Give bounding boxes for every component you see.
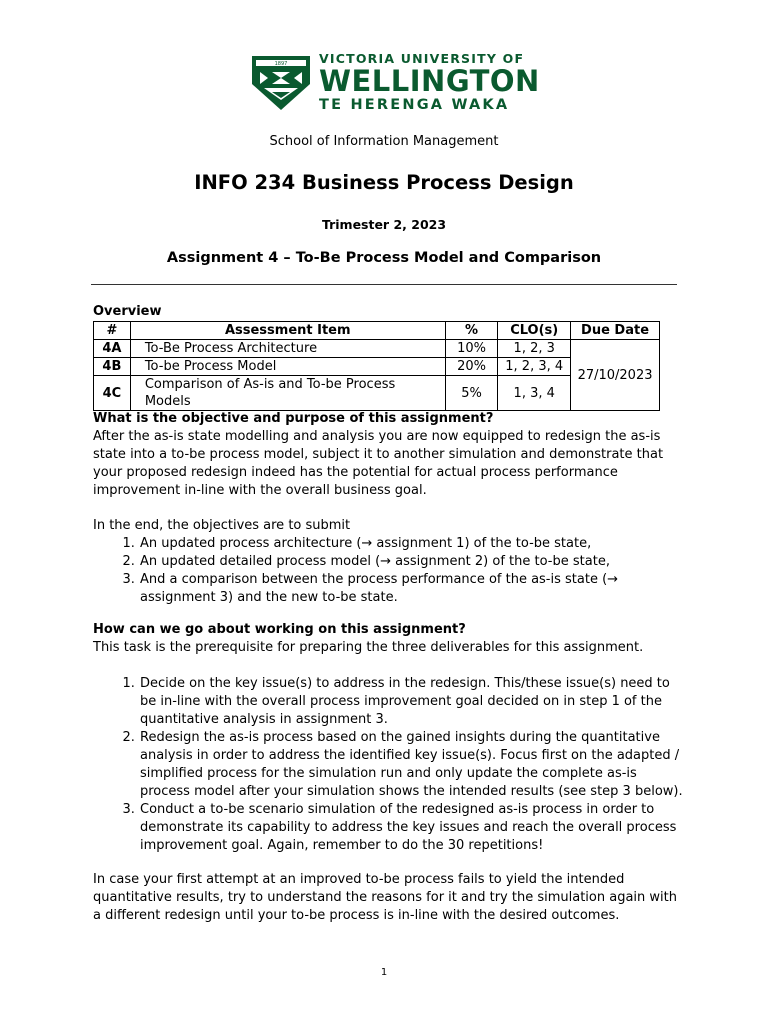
list-item: 3. Conduct a to-be scenario simulation of the redesigned as-is process in order to demonstrate its capability to address the key issues and reach the overall process improvement goal. Again, remember to do the 30 repetitions! <box>139 801 683 855</box>
logo-line-1: VICTORIA UNIVERSITY OF <box>319 51 525 66</box>
row-clo: 1, 3, 4 <box>498 376 571 411</box>
working-intro: This task is the prerequisite for preparing the three deliverables for this assignment. <box>93 640 644 655</box>
header-divider <box>91 284 677 285</box>
list-item: 1. Decide on the key issue(s) to address in the redesign. This/these issue(s) need to be in-line with the overall process improvement goal decided on in step 1 of the quantitative analysis in assignment 3. <box>139 675 683 729</box>
overview-table <box>93 321 660 411</box>
steps-list-container <box>93 675 683 855</box>
school-name: School of Information Management <box>269 134 499 149</box>
objective-body: After the as-is state modelling and analysis you are now equipped to redesign the as-is state into a to-be process model, subject it to another simulation and demonstrate that your proposed redesign indeed has the potential for actual process performance improvement in-line with the overall business goal. <box>93 429 664 498</box>
due-date: 27/10/2023 <box>571 340 660 411</box>
objectives-intro: In the end, the objectives are to submit <box>93 518 351 533</box>
list-item: 1. An updated process architecture (→ assignment 1) of the to-be state, <box>139 535 683 553</box>
row-clo: 1, 2, 3 <box>498 340 571 358</box>
objectives-list <box>93 535 683 607</box>
trimester: Trimester 2, 2023 <box>321 217 447 232</box>
row-clo: 1, 2, 3, 4 <box>498 358 571 376</box>
university-wordmark <box>319 52 540 114</box>
objective-heading: What is the objective and purpose of this assignment? <box>93 411 494 426</box>
row-id: 4C <box>94 376 131 411</box>
logo-line-3: TE HERENGA WAKA <box>319 97 510 113</box>
objectives-list-container <box>93 535 683 607</box>
overview-heading: Overview <box>93 304 162 319</box>
list-item: 3. And a comparison between the process performance of the as-is state (→ assignment 3) and the new to-be state. <box>139 571 683 607</box>
steps-list <box>93 675 683 855</box>
closing-paragraph: In case your first attempt at an improved to-be process fails to yield the intended quantitative results, try to understand the reasons for it and try the simulation again with a different redesign until your to-be process is in-line with the desired outcomes. <box>93 872 677 923</box>
row-percent: 10% <box>445 340 498 358</box>
column-header: % <box>445 322 498 340</box>
column-header: Due Date <box>571 322 660 340</box>
row-item: Comparison of As-is and To-be Process Models <box>130 376 445 411</box>
row-percent: 20% <box>445 358 498 376</box>
table-row <box>94 340 660 358</box>
logo-line-2: WELLINGTON <box>319 64 540 98</box>
column-header: Assessment Item <box>130 322 445 340</box>
page-number: 1 <box>380 967 388 978</box>
course-title: INFO 234 Business Process Design <box>194 171 574 194</box>
column-header: # <box>94 322 131 340</box>
list-item: 2. An updated detailed process model (→ assignment 2) of the to-be state, <box>139 553 683 571</box>
row-item: To-Be Process Architecture <box>130 340 445 358</box>
row-item: To-be Process Model <box>130 358 445 376</box>
university-crest-icon <box>250 54 312 112</box>
row-percent: 5% <box>445 376 498 411</box>
assignment-title: Assignment 4 – To-Be Process Model and Comparison <box>166 250 602 266</box>
column-header: CLO(s) <box>498 322 571 340</box>
row-id: 4A <box>94 340 131 358</box>
university-logo <box>231 38 540 130</box>
table-header-row <box>94 322 660 340</box>
crest-year: 1897 <box>274 61 288 67</box>
list-item: 2. Redesign the as-is process based on the gained insights during the quantitative analysis in order to address the identified key issue(s). Focus first on the adapted / simplified process for the simulation run and only update the complete as-is process model after your simulation shows the intended results (see step 3 below). <box>139 729 683 801</box>
working-heading: How can we go about working on this assignment? <box>93 622 466 637</box>
row-id: 4B <box>94 358 131 376</box>
